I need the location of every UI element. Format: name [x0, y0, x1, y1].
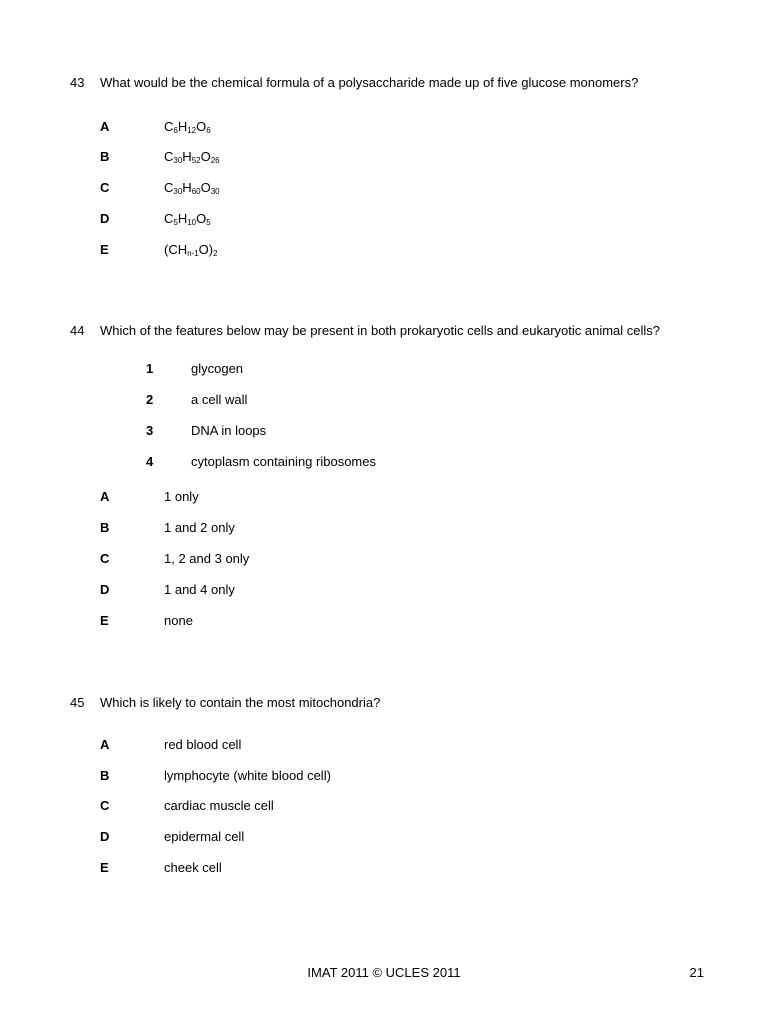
- option-formula: $C_5H_{10}O_5$: [164, 211, 211, 227]
- statement-number: 4: [146, 454, 154, 469]
- option-letter: D: [100, 829, 110, 844]
- question-text: Which of the features below may be present in both prokaryotic cells and eukaryotic animal cells?: [100, 323, 661, 338]
- question-number: 45: [70, 695, 85, 710]
- option-formula: $C_6H_{12}O_6$: [164, 119, 211, 135]
- statement-3: [146, 423, 266, 439]
- option-text: lymphocyte (white blood cell): [164, 768, 331, 783]
- question-44-stem: [70, 323, 704, 339]
- option-text: cheek cell: [164, 860, 222, 875]
- option-a: [100, 737, 241, 753]
- statement-4: [146, 454, 376, 470]
- option-letter: E: [100, 613, 109, 628]
- option-letter: B: [100, 149, 110, 164]
- page-footer: [0, 965, 768, 981]
- option-letter: A: [100, 737, 110, 752]
- option-text: cardiac muscle cell: [164, 798, 274, 813]
- option-c: [100, 551, 249, 567]
- option-letter: D: [100, 211, 110, 226]
- option-b: [100, 768, 331, 784]
- question-text: What would be the chemical formula of a polysaccharide made up of five glucose monomers?: [100, 75, 639, 90]
- option-text: 1 and 4 only: [164, 582, 235, 597]
- option-text: red blood cell: [164, 737, 242, 752]
- option-text: 1 only: [164, 489, 199, 504]
- statement-text: a cell wall: [191, 392, 248, 407]
- question-43: [70, 75, 704, 258]
- statement-2: [146, 392, 247, 408]
- option-text: epidermal cell: [164, 829, 245, 844]
- option-a: [100, 489, 199, 505]
- option-letter: D: [100, 582, 110, 597]
- footer-copyright: IMAT 2011 © UCLES 2011: [307, 965, 461, 980]
- option-letter: C: [100, 180, 110, 195]
- option-letter: A: [100, 119, 110, 134]
- option-letter: B: [100, 520, 110, 535]
- question-44: [70, 323, 704, 628]
- option-letter: C: [100, 798, 110, 813]
- option-letter: B: [100, 768, 110, 783]
- option-formula: $C_{30}H_{52}O_{26}$: [164, 149, 220, 165]
- option-letter: C: [100, 551, 110, 566]
- option-c: [100, 798, 274, 814]
- option-text: 1 and 2 only: [164, 520, 235, 535]
- statement-number: 2: [146, 392, 154, 407]
- question-number: 44: [70, 323, 85, 338]
- option-letter: A: [100, 489, 110, 504]
- question-number: 43: [70, 75, 85, 90]
- option-c: [100, 180, 220, 196]
- option-e: [100, 613, 193, 629]
- option-d: [100, 582, 235, 598]
- option-d: [100, 211, 211, 227]
- option-letter: E: [100, 860, 109, 875]
- option-text: 1, 2 and 3 only: [164, 551, 250, 566]
- question-45-stem: [70, 695, 704, 711]
- option-b: [100, 149, 220, 165]
- option-e: [100, 242, 218, 258]
- option-d: [100, 829, 244, 845]
- option-b: [100, 520, 235, 536]
- question-45: [70, 695, 704, 875]
- statement-1: [146, 361, 243, 377]
- page-number: 21: [689, 965, 704, 980]
- statement-text: glycogen: [191, 361, 244, 376]
- option-letter: E: [100, 242, 109, 257]
- option-formula: $C_{30}H_{60}O_{30}$: [164, 180, 220, 196]
- option-a: [100, 119, 211, 135]
- statement-number: 3: [146, 423, 154, 438]
- option-formula: $(CH_{n-1}O)_2$: [164, 242, 218, 258]
- statement-number: 1: [146, 361, 154, 376]
- option-e: [100, 860, 222, 876]
- option-text: none: [164, 613, 193, 628]
- question-43-stem: [70, 75, 704, 91]
- statement-text: cytoplasm containing ribosomes: [191, 454, 376, 469]
- statement-text: DNA in loops: [191, 423, 267, 438]
- question-text: Which is likely to contain the most mitochondria?: [100, 695, 381, 710]
